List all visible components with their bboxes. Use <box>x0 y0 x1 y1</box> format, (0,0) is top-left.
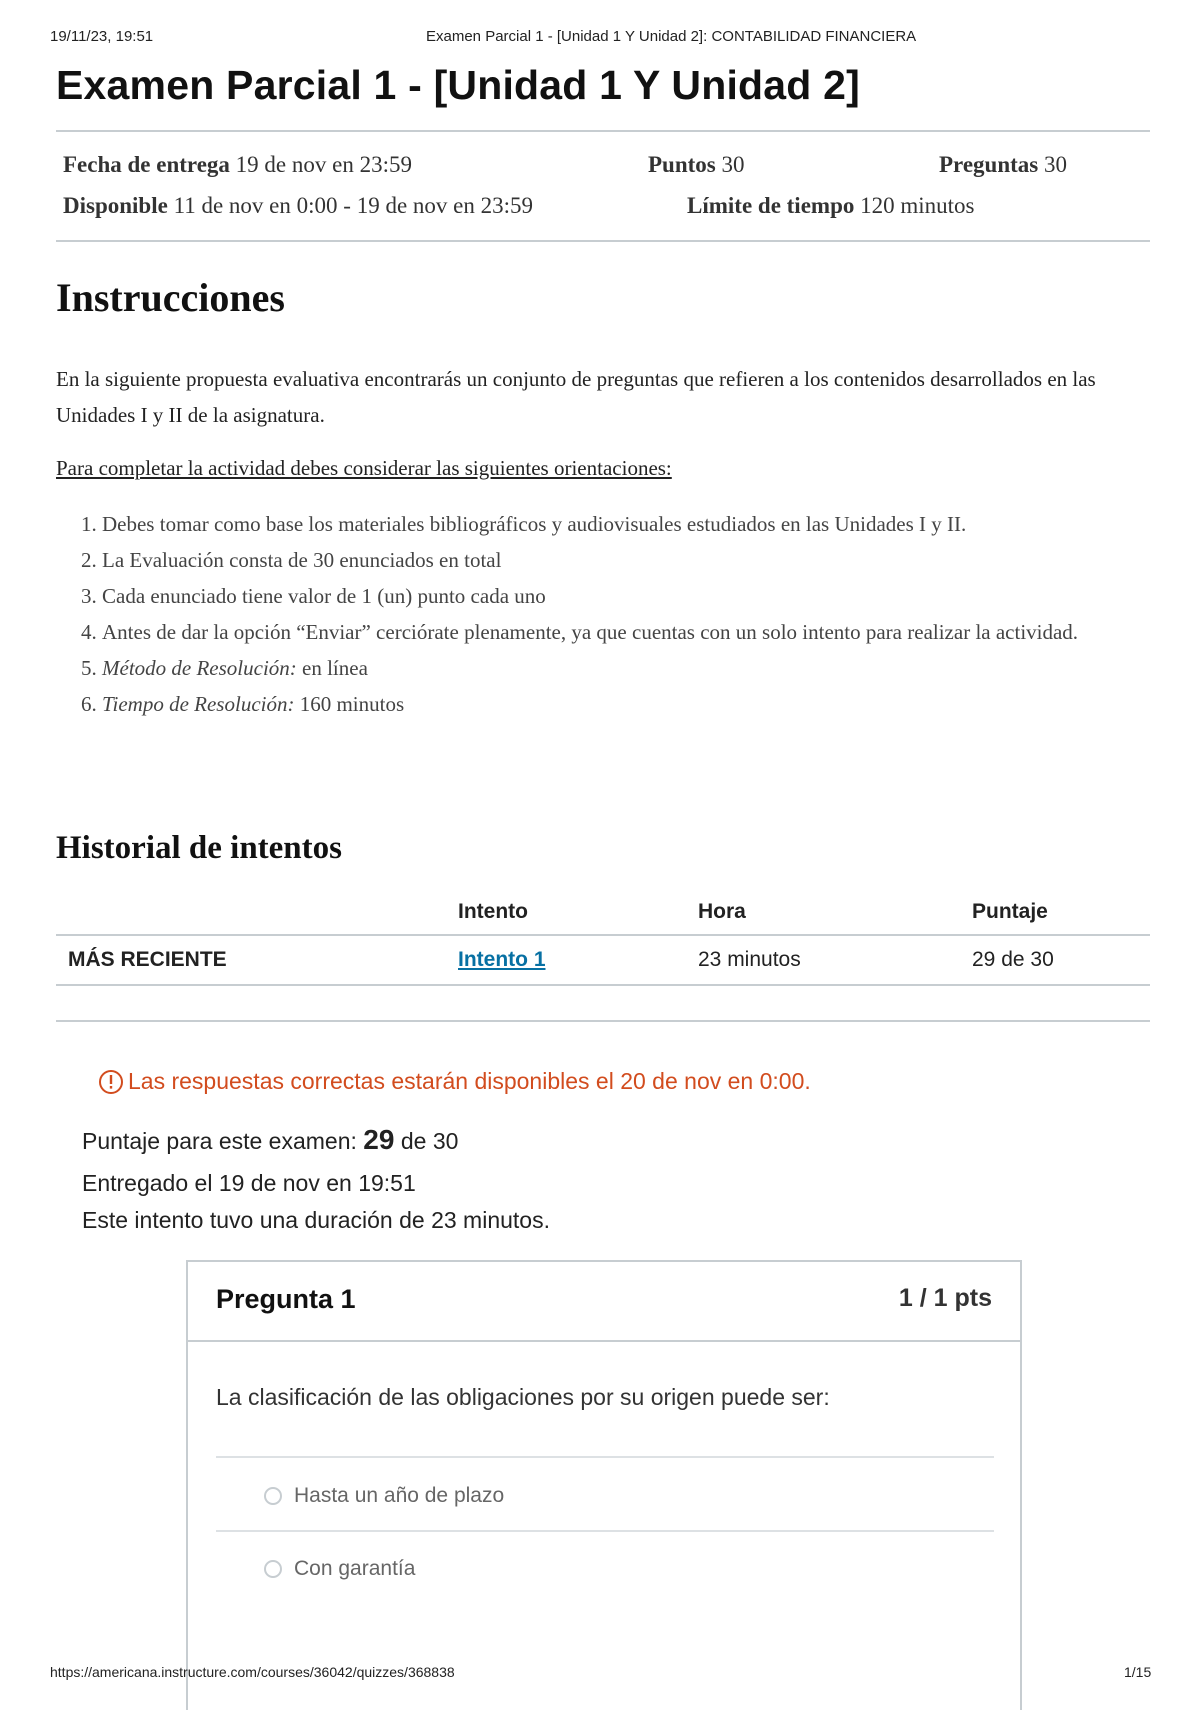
answer-label: Hasta un año de plazo <box>294 1484 505 1507</box>
time-limit <box>687 193 974 219</box>
history-header-row <box>56 890 1150 935</box>
attempt-link[interactable]: Intento 1 <box>458 948 546 971</box>
radio-icon[interactable] <box>264 1560 282 1578</box>
answer-divider <box>216 1456 994 1458</box>
step6-value: 160 minutos <box>294 692 405 716</box>
due-value: 19 de nov en 23:59 <box>235 152 412 177</box>
meta-divider <box>56 240 1150 242</box>
column-header: Intento <box>446 890 686 935</box>
answer-label: Con garantía <box>294 1557 416 1580</box>
table-row <box>56 935 1150 985</box>
question-text: La clasificación de las obligaciones por su origen puede ser: <box>216 1384 830 1410</box>
due-label: Fecha de entrega <box>63 152 230 177</box>
step-item: 2. La Evaluación consta de 30 enunciados en total <box>102 542 1196 578</box>
time-limit-value: 120 minutos <box>860 193 975 218</box>
answer-option[interactable] <box>264 1557 415 1581</box>
step5-label: Método de Resolución: <box>102 656 297 680</box>
score-suffix: de 30 <box>394 1128 459 1154</box>
quiz-score <box>82 1124 458 1156</box>
instructions-intro: En la siguiente propuesta evaluativa encontrarás un conjunto de preguntas que refieren a los contenidos desarrollados en las Unidades I y II de la asignatura. <box>56 367 1096 427</box>
row-label: MÁS RECIENTE <box>56 935 446 985</box>
column-header <box>56 890 446 935</box>
step-item <box>102 686 1196 722</box>
title-divider <box>56 130 1150 132</box>
answers-notice <box>98 1068 811 1095</box>
availability <box>63 193 533 219</box>
answer-option[interactable] <box>264 1484 504 1508</box>
submitted-info: Entregado el 19 de nov en 19:51 <box>82 1170 416 1196</box>
time-cell: 23 minutos <box>686 935 960 985</box>
history-heading: Historial de intentos <box>56 830 342 866</box>
orientation-heading: Para completar la actividad debes considerar las siguientes orientaciones: <box>56 456 672 480</box>
available-value: 11 de nov en 0:00 - 19 de nov en 23:59 <box>173 193 533 218</box>
history-table <box>56 890 1150 986</box>
step-item: 3. Cada enunciado tiene valor de 1 (un) punto cada uno <box>102 578 1196 614</box>
step5-value: en línea <box>296 656 368 680</box>
score-cell: 29 de 30 <box>960 935 1150 985</box>
points-info <box>648 152 745 178</box>
step-item: 4. Antes de dar la opción “Enviar” cerciórate plenamente, ya que cuentas con un solo intento para realizar la actividad. <box>102 614 1196 650</box>
instructions-heading: Instrucciones <box>56 275 285 320</box>
column-header: Hora <box>686 890 960 935</box>
question-card <box>186 1260 1022 1710</box>
questions-value: 30 <box>1044 152 1067 177</box>
points-value: 30 <box>721 152 745 177</box>
step6-label: Tiempo de Resolución: <box>102 692 295 716</box>
score-value: 29 <box>363 1124 395 1155</box>
questions-label: Preguntas <box>939 152 1039 177</box>
history-divider <box>56 1020 1150 1022</box>
question-header <box>188 1262 1020 1342</box>
question-points: 1 / 1 pts <box>898 1284 992 1312</box>
print-datetime: 19/11/23, 19:51 <box>50 28 154 45</box>
radio-icon[interactable] <box>264 1487 282 1505</box>
points-label: Puntos <box>648 152 716 177</box>
step-item <box>102 650 1196 686</box>
attempt-cell <box>446 935 686 985</box>
time-limit-label: Límite de tiempo <box>687 193 855 218</box>
step-item: 1. Debes tomar como base los materiales bibliográficos y audiovisuales estudiados en las Unidades I y II. <box>102 506 1196 542</box>
score-prefix: Puntaje para este examen: <box>82 1128 364 1154</box>
duration-info: Este intento tuvo una duración de 23 minutos. <box>82 1207 550 1233</box>
print-url: https://americana.instructure.com/courses/36042/quizzes/368838 <box>50 1664 455 1680</box>
print-page-title: Examen Parcial 1 - [Unidad 1 Y Unidad 2]: CONTABILIDAD FINANCIERA <box>426 28 917 45</box>
notice-text: Las respuestas correctas estarán disponibles el 20 de nov en 0:00. <box>128 1068 811 1094</box>
column-header: Puntaje <box>960 890 1150 935</box>
print-page-number: 1/15 <box>1124 1664 1152 1680</box>
available-label: Disponible <box>63 193 168 218</box>
question-title: Pregunta 1 <box>216 1284 356 1314</box>
warning-icon <box>98 1069 124 1095</box>
answer-divider <box>216 1530 994 1532</box>
page-title: Examen Parcial 1 - [Unidad 1 Y Unidad 2] <box>56 62 860 108</box>
instruction-steps <box>56 506 1196 722</box>
questions-info <box>939 152 1067 178</box>
due-date <box>63 152 412 178</box>
